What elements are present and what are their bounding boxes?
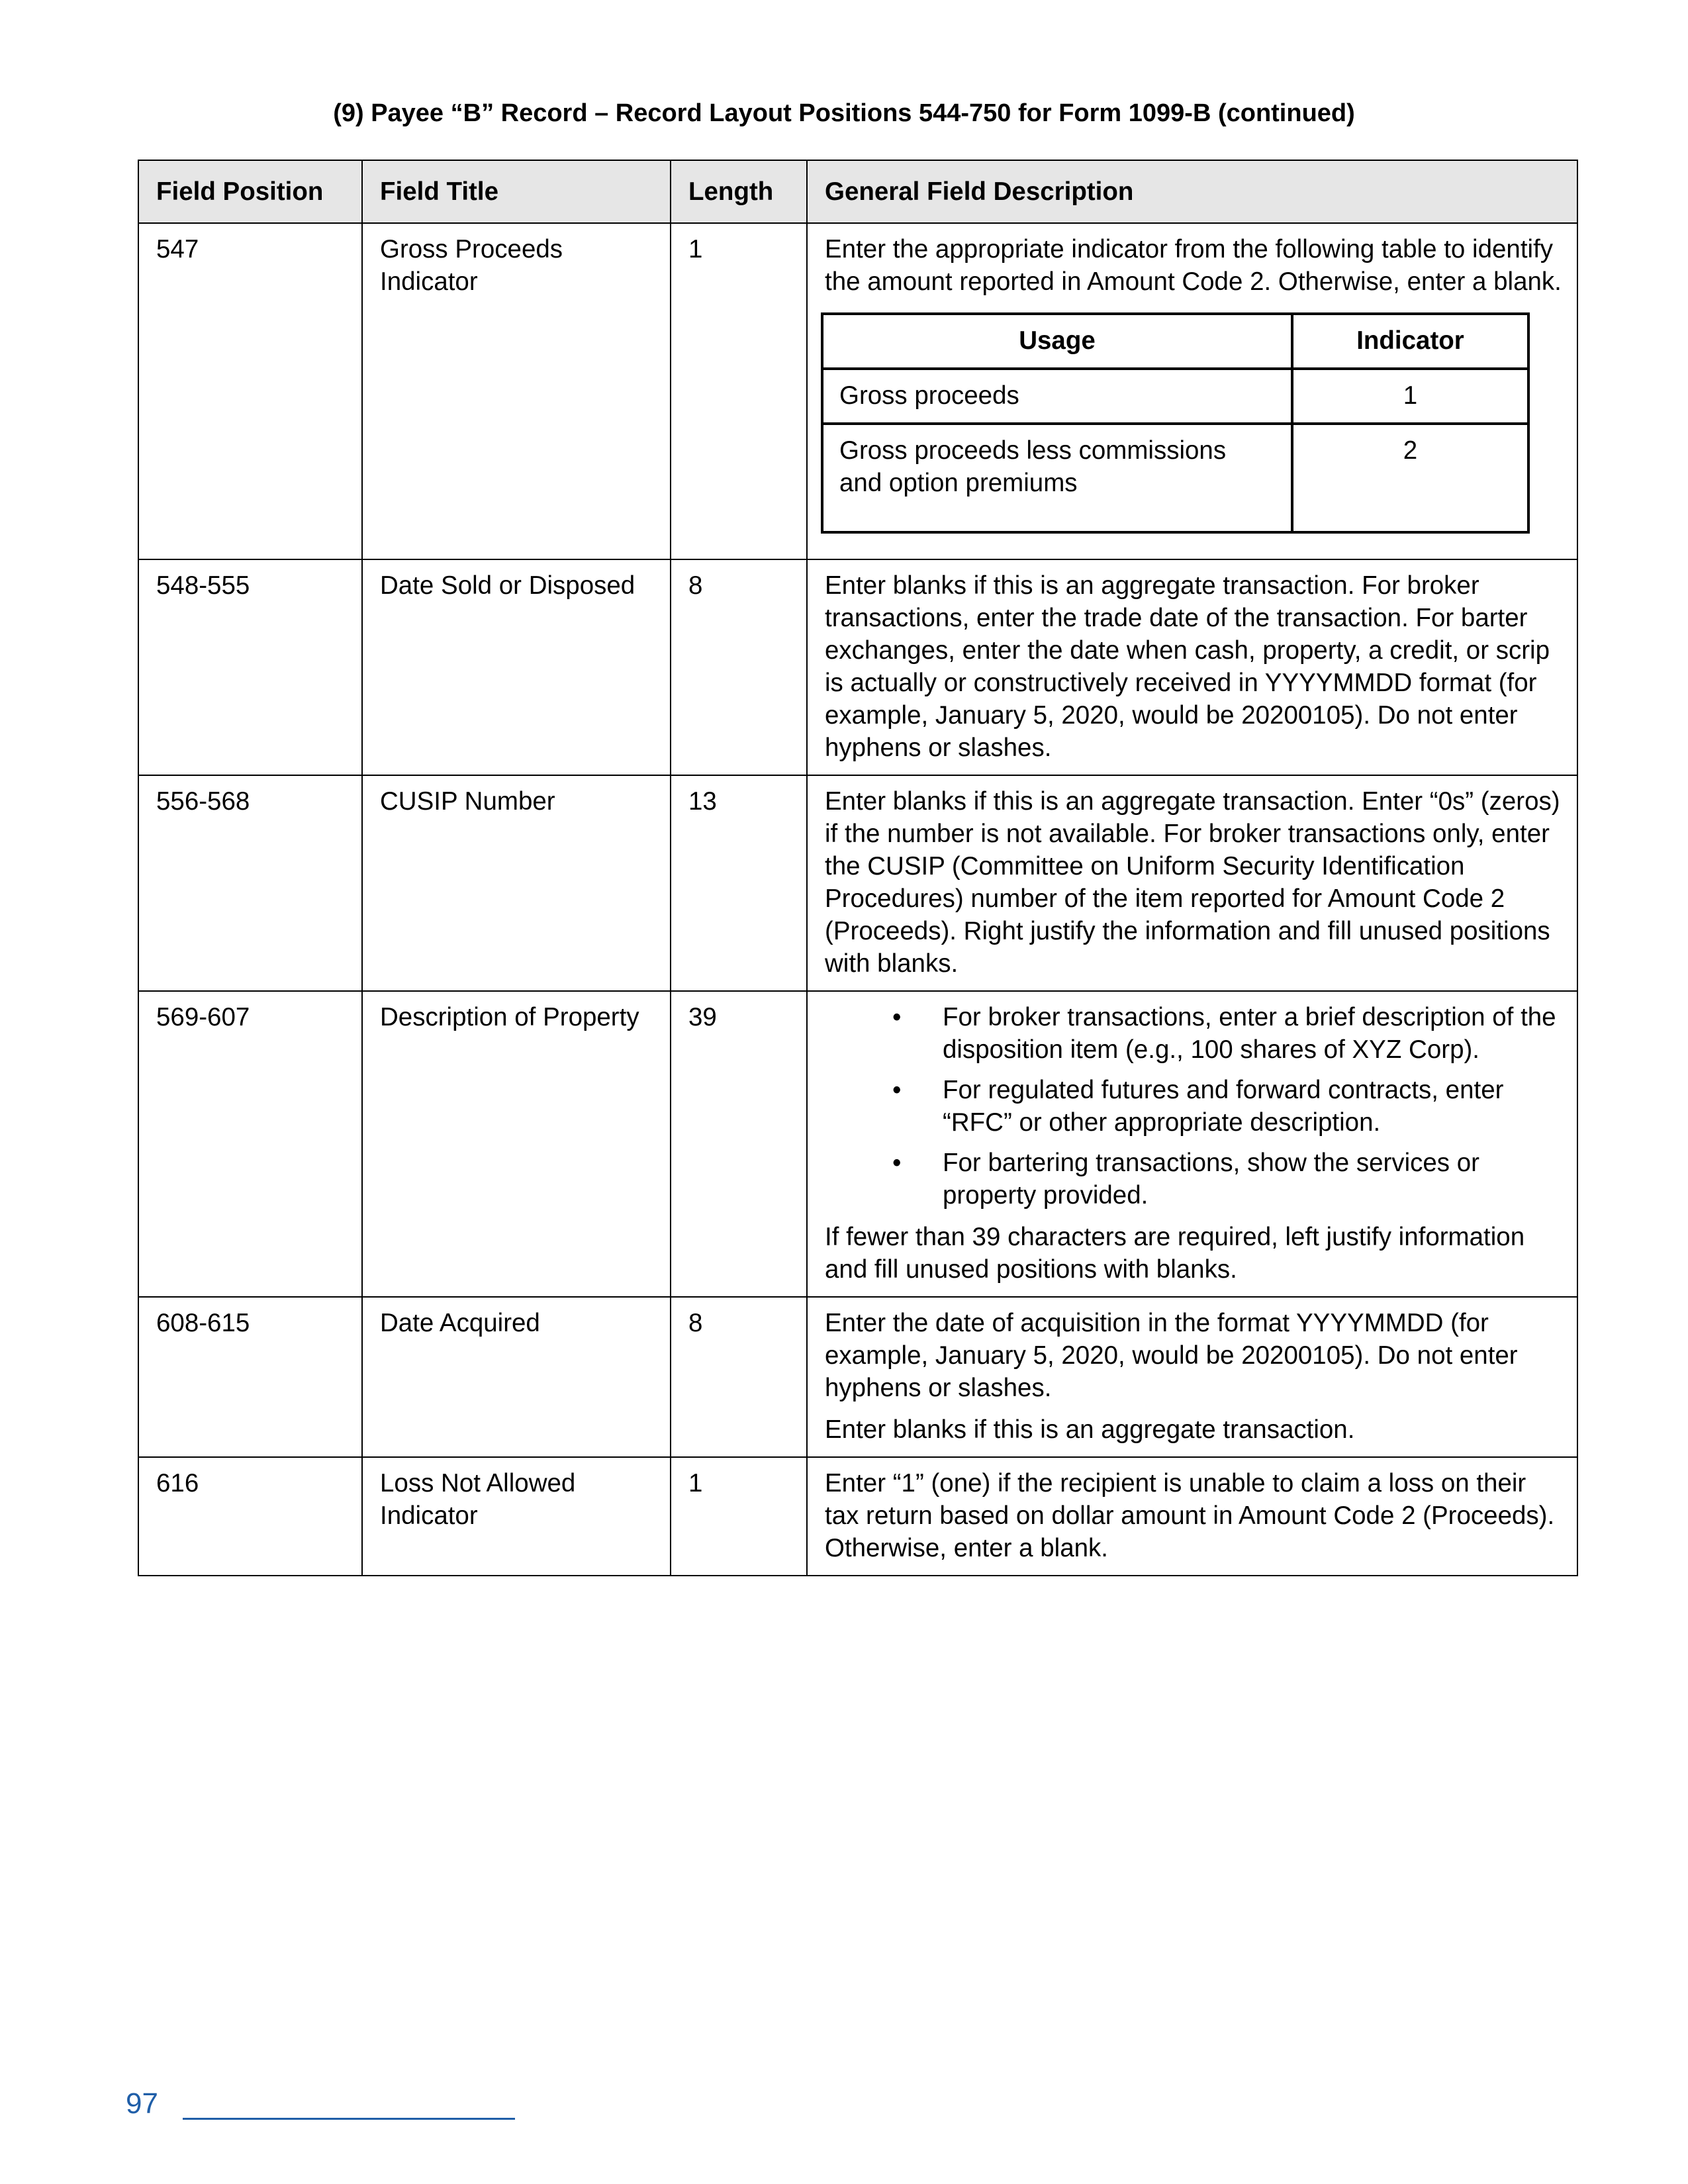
table-row (138, 223, 1577, 559)
subtable-header-usage: Usage (822, 314, 1292, 369)
field-position-cell: 608-615 (138, 1297, 362, 1457)
length-cell: 1 (671, 1457, 807, 1576)
table-row (138, 991, 1577, 1297)
field-position-cell: 547 (138, 223, 362, 559)
bullet-item: • For regulated futures and forward contracts, enter “RFC” or other appropriate description. (943, 1074, 1562, 1139)
description-text: If fewer than 39 characters are required, left justify information and fill unused positions with blanks. (825, 1223, 1525, 1284)
length-cell: 39 (671, 991, 807, 1297)
description-text: Enter blanks if this is an aggregate transaction. (825, 1415, 1355, 1444)
bullet-item: • For bartering transactions, show the services or property provided. (943, 1147, 1562, 1211)
field-position-cell: 548-555 (138, 559, 362, 775)
field-position-cell: 616 (138, 1457, 362, 1576)
page-title: (9) Payee “B” Record – Record Layout Positions 544-750 for Form 1099-B (continued) (333, 99, 1355, 127)
description-cell (807, 1297, 1577, 1457)
description-text: Enter “1” (one) if the recipient is unable to claim a loss on their tax return based on dollar amount in Amount Code 2 (Proceeds). Otherwise, enter a blank. (825, 1469, 1555, 1562)
description-cell (807, 1457, 1577, 1576)
field-title-cell: CUSIP Number (362, 775, 671, 991)
field-title-cell: Loss Not Allowed Indicator (362, 1457, 671, 1576)
page-number: 97 (126, 2087, 158, 2120)
field-position-cell: 569-607 (138, 991, 362, 1297)
subtable-header-row (822, 314, 1528, 369)
bullet-item: • For broker transactions, enter a brief description of the disposition item (e.g., 100 shares of XYZ Corp). (943, 1001, 1562, 1066)
table-row (138, 559, 1577, 775)
subtable-header-indicator: Indicator (1292, 314, 1528, 369)
table-row (138, 775, 1577, 991)
column-header-general-field-description: General Field Description (807, 160, 1577, 223)
description-text: Enter the appropriate indicator from the following table to identify the amount reported in Amount Code 2. Otherwise, enter a blank. (825, 235, 1562, 296)
length-cell: 8 (671, 1297, 807, 1457)
indicator-subtable (821, 312, 1530, 534)
table-row (138, 1457, 1577, 1576)
indicator-cell: 2 (1292, 424, 1528, 532)
length-cell: 13 (671, 775, 807, 991)
column-header-field-title: Field Title (362, 160, 671, 223)
description-cell (807, 223, 1577, 559)
indicator-cell: 1 (1292, 369, 1528, 424)
table-header-row (138, 160, 1577, 223)
footer-rule (183, 2118, 515, 2120)
description-text: Enter blanks if this is an aggregate transaction. For broker transactions, enter the trade date of the transaction. For barter exchanges, enter the date when cash, property, a credit, or scrip is actually or constructively received in YYYYMMDD format (for example, January 5, 2020, would be 20200105). Do not enter hyphens or slashes. (825, 571, 1550, 762)
usage-cell: Gross proceeds less commissions and option premiums (822, 424, 1292, 532)
description-cell (807, 559, 1577, 775)
record-layout-table (138, 160, 1578, 1576)
description-text: Enter blanks if this is an aggregate transaction. Enter “0s” (zeros) if the number is not available. For broker transactions only, enter the CUSIP (Committee on Uniform Security Identification Procedures) number of the item reported for Amount Code 2 (Proceeds). Right justify the information and fill unused positions with blanks. (825, 787, 1560, 978)
field-title-cell: Date Acquired (362, 1297, 671, 1457)
subtable-row (822, 369, 1528, 424)
field-title-cell: Gross Proceeds Indicator (362, 223, 671, 559)
column-header-field-position: Field Position (138, 160, 362, 223)
length-cell: 1 (671, 223, 807, 559)
subtable-row (822, 424, 1528, 532)
description-cell (807, 775, 1577, 991)
usage-cell: Gross proceeds (822, 369, 1292, 424)
description-text: Enter the date of acquisition in the format YYYYMMDD (for example, January 5, 2020, would be 20200105). Do not enter hyphens or slashes. (825, 1309, 1518, 1402)
field-title-cell: Date Sold or Disposed (362, 559, 671, 775)
field-title-cell: Description of Property (362, 991, 671, 1297)
description-cell (807, 991, 1577, 1297)
bullet-list (825, 1001, 1562, 1211)
length-cell: 8 (671, 559, 807, 775)
field-position-cell: 556-568 (138, 775, 362, 991)
table-row (138, 1297, 1577, 1457)
column-header-length: Length (671, 160, 807, 223)
